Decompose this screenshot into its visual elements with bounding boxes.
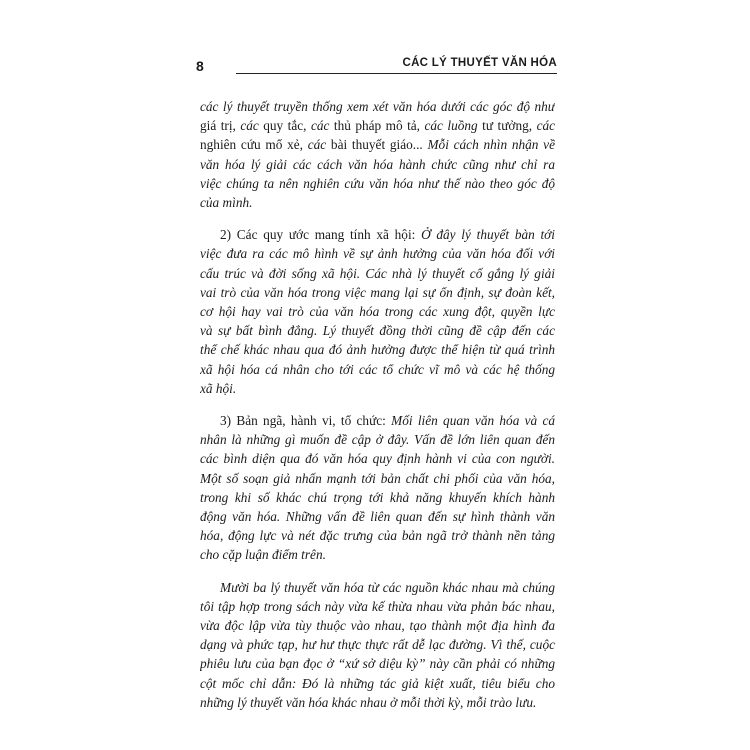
running-title: CÁC LÝ THUYẾT VĂN HÓA <box>402 57 557 69</box>
paragraph <box>200 97 555 212</box>
text-line <box>200 597 555 616</box>
text-run: thủ pháp mô tả, <box>329 118 425 134</box>
text-line <box>200 283 555 302</box>
text-run: bài thuyết giáo... <box>326 137 428 153</box>
text-run: 2) Các quy ước mang tính xã hội: <box>220 227 422 243</box>
text-line <box>200 674 555 693</box>
text-run: các <box>536 118 555 134</box>
text-run: hóa, động lực và nét đặc trưng của bản ngã trở thành nền tảng <box>200 528 555 544</box>
text-line <box>200 155 555 174</box>
text-line <box>200 225 555 244</box>
text-line <box>200 379 555 398</box>
text-run: cấu trúc và đời sống xã hội. Các nhà lý thuyết cố gắng lý giải <box>200 265 555 281</box>
text-run: trong khi số khác chú trọng tới khả năng khuyến khích hành <box>200 489 555 505</box>
page-number: 8 <box>196 58 204 74</box>
text-run: nhân là những gì muốn đề cập ở đây. Vấn đề lớn liên quan đến <box>200 432 555 448</box>
text-line <box>200 545 555 564</box>
text-run: cơ hội hay vai trò của văn hóa trong các xung đột, quyền lực <box>200 304 555 320</box>
text-line <box>200 116 555 135</box>
text-run: xã hội hóa cá nhân cho tới các tổ chức vĩ mô và các hệ thống <box>200 361 555 377</box>
text-run: các bình diện qua đó văn hóa quy định hành vi của con người. <box>200 451 555 467</box>
text-run: của mình. <box>200 195 253 211</box>
text-line <box>200 264 555 283</box>
paragraph <box>200 578 555 712</box>
text-line <box>200 244 555 263</box>
text-line <box>200 635 555 654</box>
text-run: văn hóa lý giải các cách văn hóa hành chức cũng như chỉ ra <box>200 156 555 172</box>
text-line <box>200 135 555 154</box>
text-run: Một số soạn giả nhấn mạnh tới bản chất chi phối của văn hóa, <box>200 470 555 486</box>
text-line <box>200 97 555 116</box>
text-line <box>200 654 555 673</box>
text-run: cho cặp luận điểm trên. <box>200 547 326 563</box>
text-run: các luồng <box>424 118 478 134</box>
text-run: thể chế khác nhau qua đó ảnh hưởng được thể hiện từ quá trình <box>200 342 555 358</box>
text-line <box>200 321 555 340</box>
text-run: Mỗi cách nhìn nhận về <box>427 137 555 153</box>
text-run: việc đưa ra các mô hình về sự ảnh hưởng của văn hóa đối với <box>200 246 555 262</box>
text-line <box>200 411 555 430</box>
text-run: các <box>307 137 327 153</box>
text-run: nghiên cứu mổ xẻ, <box>200 137 308 153</box>
text-run: những lý thuyết văn hóa khác nhau ở mỗi thời kỳ, mỗi trào lưu. <box>200 694 537 710</box>
text-run: Ở đây lý thuyết bàn tới <box>421 227 555 243</box>
text-run: Mối liên quan văn hóa và cá <box>391 413 555 429</box>
text-run: các lý thuyết truyền thống xem xét văn hóa dưới các góc độ như <box>200 99 555 114</box>
text-run: các <box>310 118 330 134</box>
text-line <box>200 488 555 507</box>
text-line <box>200 174 555 193</box>
text-run: dạng và phức tạp, hư hư thực thực rất dễ lạc đường. Vì thế, cuộc <box>200 637 555 653</box>
text-line <box>200 616 555 635</box>
text-line <box>200 693 555 712</box>
text-line <box>200 578 555 597</box>
text-run: vừa độc lập vừa tùy thuộc vào nhau, tạo thành một địa hình đa <box>200 618 555 634</box>
body-text <box>200 97 555 725</box>
text-line <box>200 449 555 468</box>
text-line <box>200 360 555 379</box>
text-line <box>200 526 555 545</box>
header-rule <box>236 73 557 74</box>
text-run: và sự bất bình đẳng. Lý thuyết đồng thời cũng đề cập đến các <box>200 323 555 339</box>
text-run: giá trị, <box>200 118 241 134</box>
text-line <box>200 302 555 321</box>
text-line <box>200 193 555 212</box>
text-run: các <box>240 118 259 134</box>
text-run: tôi tập hợp trong sách này vừa kế thừa nhau vừa phản bác nhau, <box>200 598 555 614</box>
text-run: xã hội. <box>200 380 237 396</box>
text-run: 3) Bản ngã, hành vi, tổ chức: <box>220 413 392 429</box>
text-run: động văn hóa. Những vấn đề liên quan đến sự hình thành văn <box>200 509 555 525</box>
text-line <box>200 507 555 526</box>
text-run: việc chúng ta nên nghiên cứu văn hóa như thế nào theo góc độ <box>200 175 555 191</box>
paragraph <box>200 225 555 398</box>
text-line <box>200 340 555 359</box>
paragraph <box>200 411 555 565</box>
text-line <box>200 469 555 488</box>
text-run: cột mốc chỉ dẫn: Đó là những tác giả kiệt xuất, tiêu biểu cho <box>200 675 555 691</box>
text-run: vai trò của văn hóa trong việc mang lại sự ổn định, sự đoàn kết, <box>200 284 555 300</box>
text-run: tư tưởng, <box>477 118 537 134</box>
text-run: phiêu lưu của bạn đọc ở “xứ sở diệu kỳ” này cần phải có những <box>200 656 555 672</box>
text-line <box>200 430 555 449</box>
text-run: quy tắc, <box>258 118 311 134</box>
text-run: Mười ba lý thuyết văn hóa từ các nguồn khác nhau mà chúng <box>220 579 555 595</box>
